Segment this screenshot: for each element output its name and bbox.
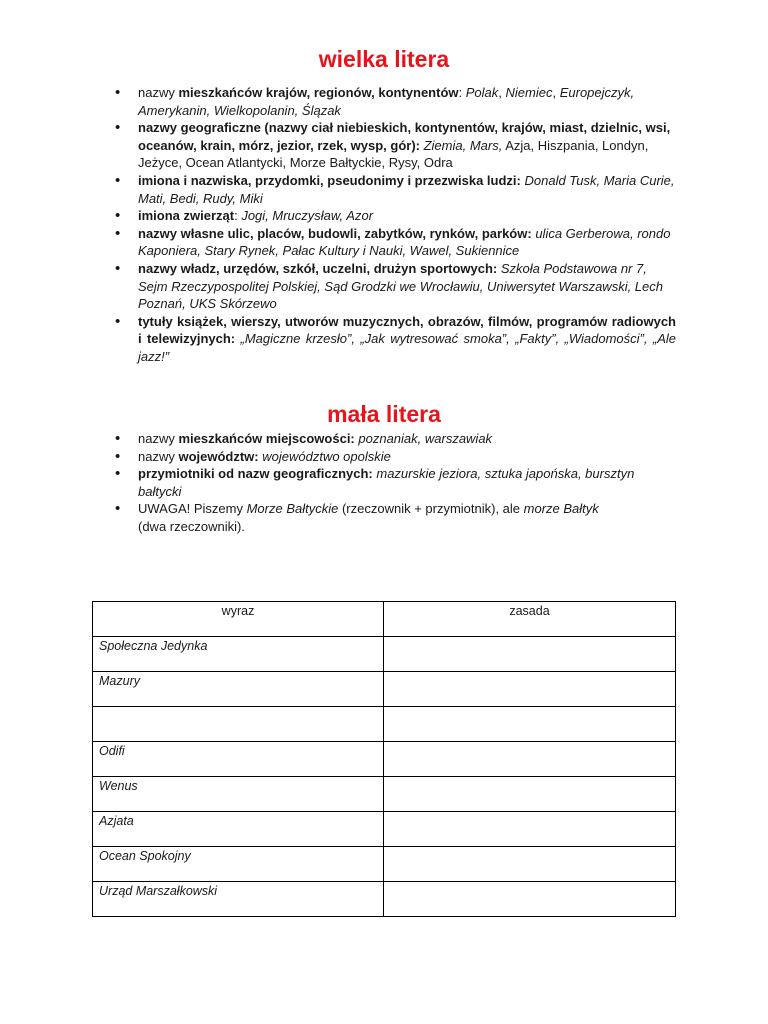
rule-cell[interactable] — [384, 882, 676, 917]
rule-example: województwo opolskie — [258, 448, 391, 464]
rule-example: mazurskie jeziora, sztuka japońska, bursztyn bałtycki — [138, 466, 635, 499]
list-item — [110, 119, 676, 172]
list-item — [110, 313, 676, 366]
word-cell — [93, 707, 384, 742]
rule-cell[interactable] — [384, 707, 676, 742]
rule-cell[interactable] — [384, 812, 676, 847]
rule-example: Niemiec — [505, 85, 553, 100]
table-row — [93, 847, 676, 882]
rule-example: Donald Tusk, Maria Curie, Mati, Bedi, Rudy, Miki — [138, 172, 675, 206]
rule-example: morze Bałtyk — [523, 501, 599, 517]
rule-text: nazwy — [138, 448, 179, 464]
word-cell: Odifi — [93, 742, 384, 777]
table-row — [93, 882, 676, 917]
table-row — [93, 707, 676, 742]
rule-cell[interactable] — [384, 672, 676, 707]
bullet-icon: • — [115, 447, 121, 465]
bullet-icon: • — [115, 84, 121, 101]
rule-example: Europejczyk, — [559, 85, 635, 100]
bullet-icon: • — [115, 465, 121, 483]
rule-category: mieszkańców krajów, regionów, kontynentów — [178, 85, 459, 100]
list-item — [110, 448, 676, 466]
rule-category: imiona zwierząt — [138, 208, 235, 224]
rule-example: poznaniak, warszawiak — [354, 431, 493, 446]
list-item — [110, 260, 676, 313]
rule-category: tytuły książek, wierszy, utworów muzycznych, obrazów, filmów, programów radiowych i telewizyjnych: — [138, 313, 676, 347]
rule-example: Jogi, Mruczysław, Azor — [241, 208, 374, 224]
bullet-icon: • — [115, 430, 121, 447]
list-item — [110, 465, 676, 500]
column-header-word: wyraz — [93, 602, 384, 637]
section-title-capital: wielka litera — [318, 46, 450, 72]
lowercase-rules-list — [110, 430, 676, 536]
rule-example: Morze Bałtyckie — [246, 501, 339, 517]
bullet-icon: • — [115, 500, 121, 518]
rule-text: nazwy — [138, 85, 179, 100]
column-header-rule: zasada — [384, 602, 676, 637]
rule-text: , — [552, 85, 560, 100]
rule-cell[interactable] — [384, 637, 676, 672]
table-row — [93, 777, 676, 812]
bullet-icon: • — [115, 119, 121, 137]
rule-text: : — [234, 208, 242, 224]
rule-text: nazwy — [138, 431, 179, 446]
list-item — [110, 225, 676, 260]
word-cell: Wenus — [93, 777, 384, 812]
capital-rules-list — [110, 84, 676, 366]
rule-text: , — [498, 85, 506, 100]
exercise-table — [92, 601, 676, 917]
rule-cell[interactable] — [384, 742, 676, 777]
rule-category: nazwy własne ulic, placów, budowli, zabytków, rynków, parków: — [138, 225, 532, 241]
rule-example: Amerykanin, Wielkopolanin, Ślązak — [138, 102, 341, 118]
bullet-icon: • — [115, 259, 121, 277]
table-row — [93, 742, 676, 777]
rule-category: imiona i nazwiska, przydomki, pseudonimy i przezwiska ludzi: — [138, 172, 521, 188]
word-cell: Ocean Spokojny — [93, 847, 384, 882]
list-item — [110, 207, 676, 225]
rule-text: Azja, Hiszpania, Londyn, Jeżyce, Ocean Atlantycki, Morze Bałtyckie, Rysy, Odra — [138, 137, 649, 171]
rule-text: (dwa rzeczowniki). — [138, 518, 245, 534]
rule-example: Szkoła Podstawowa nr 7, Sejm Rzeczypospolitej Polskiej, Sąd Grodzki we Wrocławiu, Uniwersytet Warszawski, Lech Poznań, UKS Skórzewo — [138, 260, 663, 312]
rule-category: nazwy geograficzne (nazwy ciał niebieskich, kontynentów, krajów, miast, dzielnic, wsi, oceanów, krain, mórz, jezior, rzek, wysp, gór): — [138, 120, 671, 153]
bullet-icon: • — [115, 207, 121, 225]
rule-text: (rzeczownik + przymiotnik), ale — [338, 501, 524, 517]
list-item — [110, 430, 676, 448]
rule-cell[interactable] — [384, 777, 676, 812]
rule-example: ulica Gerberowa, rondo Kaponiera, Stary Rynek, Pałac Kultury i Nauki, Wawel, Sukiennice — [138, 225, 671, 259]
word-cell: Azjata — [93, 812, 384, 847]
rule-category: nazwy władz, urzędów, szkół, uczelni, drużyn sportowych: — [138, 260, 498, 276]
bullet-icon: • — [115, 171, 121, 189]
word-cell: Społeczna Jedynka — [93, 637, 384, 672]
rule-example: Ziemia, Mars, — [419, 137, 503, 153]
rule-text: UWAGA! Piszemy — [138, 501, 247, 517]
table-row — [93, 812, 676, 847]
bullet-icon: • — [115, 312, 121, 330]
word-cell: Mazury — [93, 672, 384, 707]
rule-example: Polak — [465, 85, 499, 100]
rule-category: przymiotniki od nazw geograficznych: — [138, 466, 373, 482]
rule-category: województw: — [178, 448, 259, 464]
table-header-row — [93, 602, 676, 637]
table-row — [93, 637, 676, 672]
table-row — [93, 672, 676, 707]
rule-example: „Magiczne krzesło”, „Jak wytresować smoka”, „Fakty”, „Wiadomości”, „Ale jazz!” — [138, 331, 676, 364]
list-item — [110, 84, 676, 119]
word-cell: Urząd Marszałkowski — [93, 882, 384, 917]
rule-text: : — [458, 85, 466, 100]
section-title-lowercase: mała litera — [327, 401, 441, 427]
rule-category: mieszkańców miejscowości: — [178, 431, 355, 446]
bullet-icon: • — [115, 224, 121, 242]
list-item — [110, 500, 676, 535]
list-item — [110, 172, 676, 207]
rule-cell[interactable] — [384, 847, 676, 882]
